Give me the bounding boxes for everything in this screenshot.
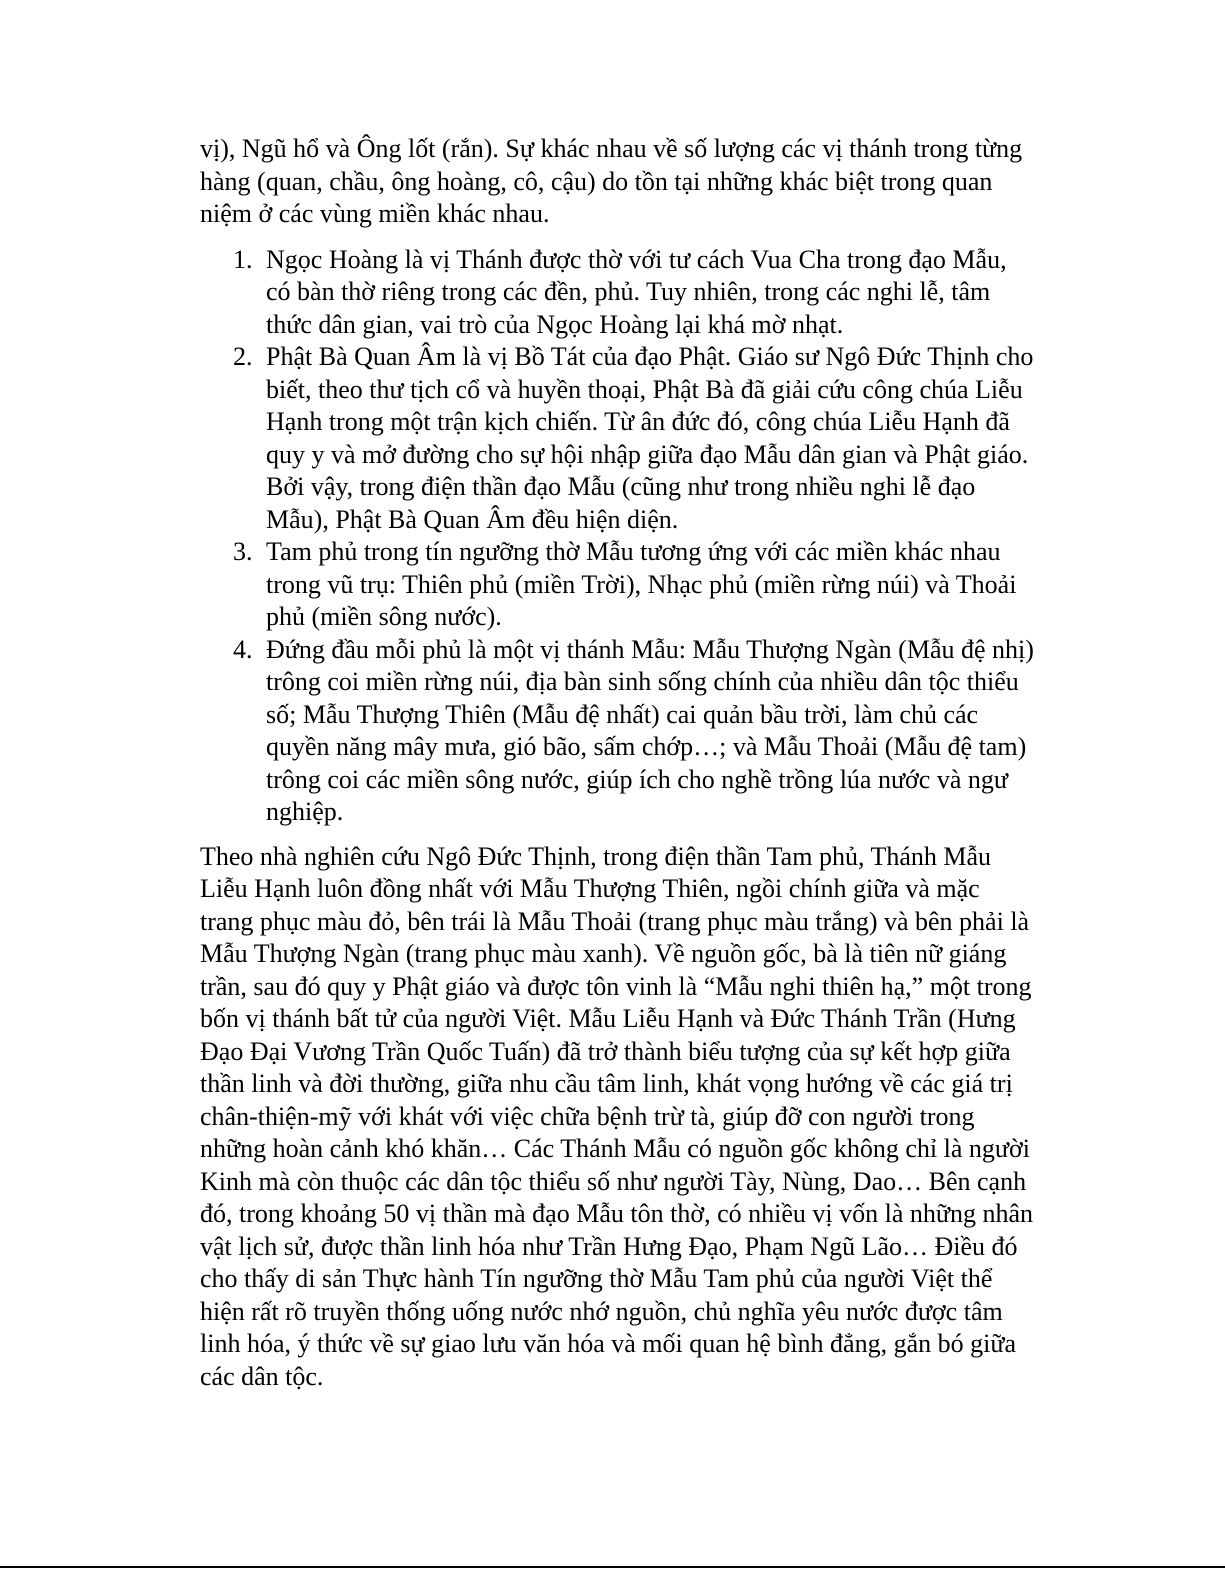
text-line: bốn vị thánh bất tử của người Việt. Mẫu Liễu Hạnh và Đức Thánh Trần (Hưng <box>200 1004 1016 1033</box>
text-line: Hạnh trong một trận kịch chiến. Từ ân đức đó, công chúa Liễu Hạnh đã <box>266 407 1010 436</box>
text-line: những hoàn cảnh khó khăn… Các Thánh Mẫu có nguồn gốc không chỉ là người <box>200 1134 1030 1163</box>
intro-paragraph <box>200 133 1042 231</box>
text-line: niệm ở các vùng miền khác nhau. <box>200 199 550 228</box>
text-line: Mẫu Thượng Ngàn (trang phục màu xanh). Về nguồn gốc, bà là tiên nữ giáng <box>200 939 1007 968</box>
list-item-number: 4. <box>233 634 253 664</box>
numbered-list <box>200 244 1042 829</box>
document-page <box>200 133 1042 1393</box>
text-line: đó, trong khoảng 50 vị thần mà đạo Mẫu tôn thờ, có nhiều vị vốn là những nhân <box>200 1199 1033 1228</box>
text-line: trần, sau đó quy y Phật giáo và được tôn vinh là “Mẫu nghi thiên hạ,” một trong <box>200 971 1032 1001</box>
text-line: linh hóa, ý thức về sự giao lưu văn hóa và mối quan hệ bình đẳng, gắn bó giữa <box>200 1329 1016 1358</box>
text-line: Tam phủ trong tín ngưỡng thờ Mẫu tương ứng với các miền khác nhau <box>266 537 1001 566</box>
text-line: phủ (miền sông nước). <box>266 602 502 631</box>
text-line: Ngọc Hoàng là vị Thánh được thờ với tư cách Vua Cha trong đạo Mẫu, <box>266 244 1007 274</box>
text-line: chân-thiện-mỹ với khát với việc chữa bệnh trừ tà, giúp đỡ con người trong <box>200 1101 975 1131</box>
list-item-4 <box>200 634 1042 829</box>
text-line: hàng (quan, chầu, ông hoàng, cô, cậu) do tồn tại những khác biệt trong quan <box>200 166 993 196</box>
text-line: vật lịch sử, được thần linh hóa như Trần Hưng Đạo, Phạm Ngũ Lão… Điều đó <box>200 1231 1018 1261</box>
text-line: Theo nhà nghiên cứu Ngô Đức Thịnh, trong điện thần Tam phủ, Thánh Mẫu <box>200 841 992 871</box>
text-line: Phật Bà Quan Âm là vị Bồ Tát của đạo Phật. Giáo sư Ngô Đức Thịnh cho <box>266 342 1034 371</box>
text-line: trông coi miền rừng núi, địa bàn sinh sống chính của nhiều dân tộc thiểu <box>266 667 1019 696</box>
list-item-1 <box>200 244 1042 342</box>
text-line: các dân tộc. <box>200 1361 324 1391</box>
text-line: có bàn thờ riêng trong các đền, phủ. Tuy nhiên, trong các nghi lễ, tâm <box>266 277 991 306</box>
text-line: quy y và mở đường cho sự hội nhập giữa đạo Mẫu dân gian và Phật giáo. <box>266 439 1029 469</box>
text-line: Liễu Hạnh luôn đồng nhất với Mẫu Thượng Thiên, ngồi chính giữa và mặc <box>200 874 980 903</box>
text-line: Đứng đầu mỗi phủ là một vị thánh Mẫu: Mẫu Thượng Ngàn (Mẫu đệ nhị) <box>266 634 1034 664</box>
text-line: biết, theo thư tịch cổ và huyền thoại, Phật Bà đã giải cứu công chúa Liễu <box>266 374 1023 404</box>
text-line: Đạo Đại Vương Trần Quốc Tuấn) đã trở thành biểu tượng của sự kết hợp giữa <box>200 1036 1011 1066</box>
text-line: Mẫu), Phật Bà Quan Âm đều hiện diện. <box>266 504 679 534</box>
text-line: cho thấy di sản Thực hành Tín ngưỡng thờ Mẫu Tam phủ của người Việt thể <box>200 1264 993 1293</box>
list-item-2 <box>200 341 1042 536</box>
page-bottom-divider <box>0 1566 1225 1568</box>
text-line: quyền năng mây mưa, gió bão, sấm chớp…; và Mẫu Thoải (Mẫu đệ tam) <box>266 732 1027 761</box>
list-item-number: 2. <box>233 342 253 371</box>
main-paragraph <box>200 841 1042 1394</box>
text-line: thức dân gian, vai trò của Ngọc Hoàng lại khá mờ nhạt. <box>266 309 844 339</box>
text-line: thần linh và đời thường, giữa nhu cầu tâm linh, khát vọng hướng về các giá trị <box>200 1069 1013 1098</box>
list-item-number: 1. <box>233 244 253 274</box>
text-line: vị), Ngũ hổ và Ông lốt (rắn). Sự khác nhau về số lượng các vị thánh trong từng <box>200 134 1023 163</box>
text-line: nghiệp. <box>266 797 344 826</box>
text-line: số; Mẫu Thượng Thiên (Mẫu đệ nhất) cai quản bầu trời, làm chủ các <box>266 699 979 729</box>
text-line: trong vũ trụ: Thiên phủ (miền Trời), Nhạc phủ (miền rừng núi) và Thoải <box>266 569 1017 599</box>
text-line: Kinh mà còn thuộc các dân tộc thiểu số như người Tày, Nùng, Dao… Bên cạnh <box>200 1166 1027 1196</box>
text-line: Bởi vậy, trong điện thần đạo Mẫu (cũng như trong nhiều nghi lễ đạo <box>266 472 976 501</box>
list-item-3 <box>200 536 1042 634</box>
text-line: trang phục màu đỏ, bên trái là Mẫu Thoải (trang phục màu trắng) và bên phải là <box>200 906 1030 936</box>
text-line: hiện rất rõ truyền thống uống nước nhớ nguồn, chủ nghĩa yêu nước được tâm <box>200 1296 1003 1326</box>
list-item-number: 3. <box>233 537 253 566</box>
text-line: trông coi các miền sông nước, giúp ích cho nghề trồng lúa nước và ngư <box>266 764 1008 794</box>
